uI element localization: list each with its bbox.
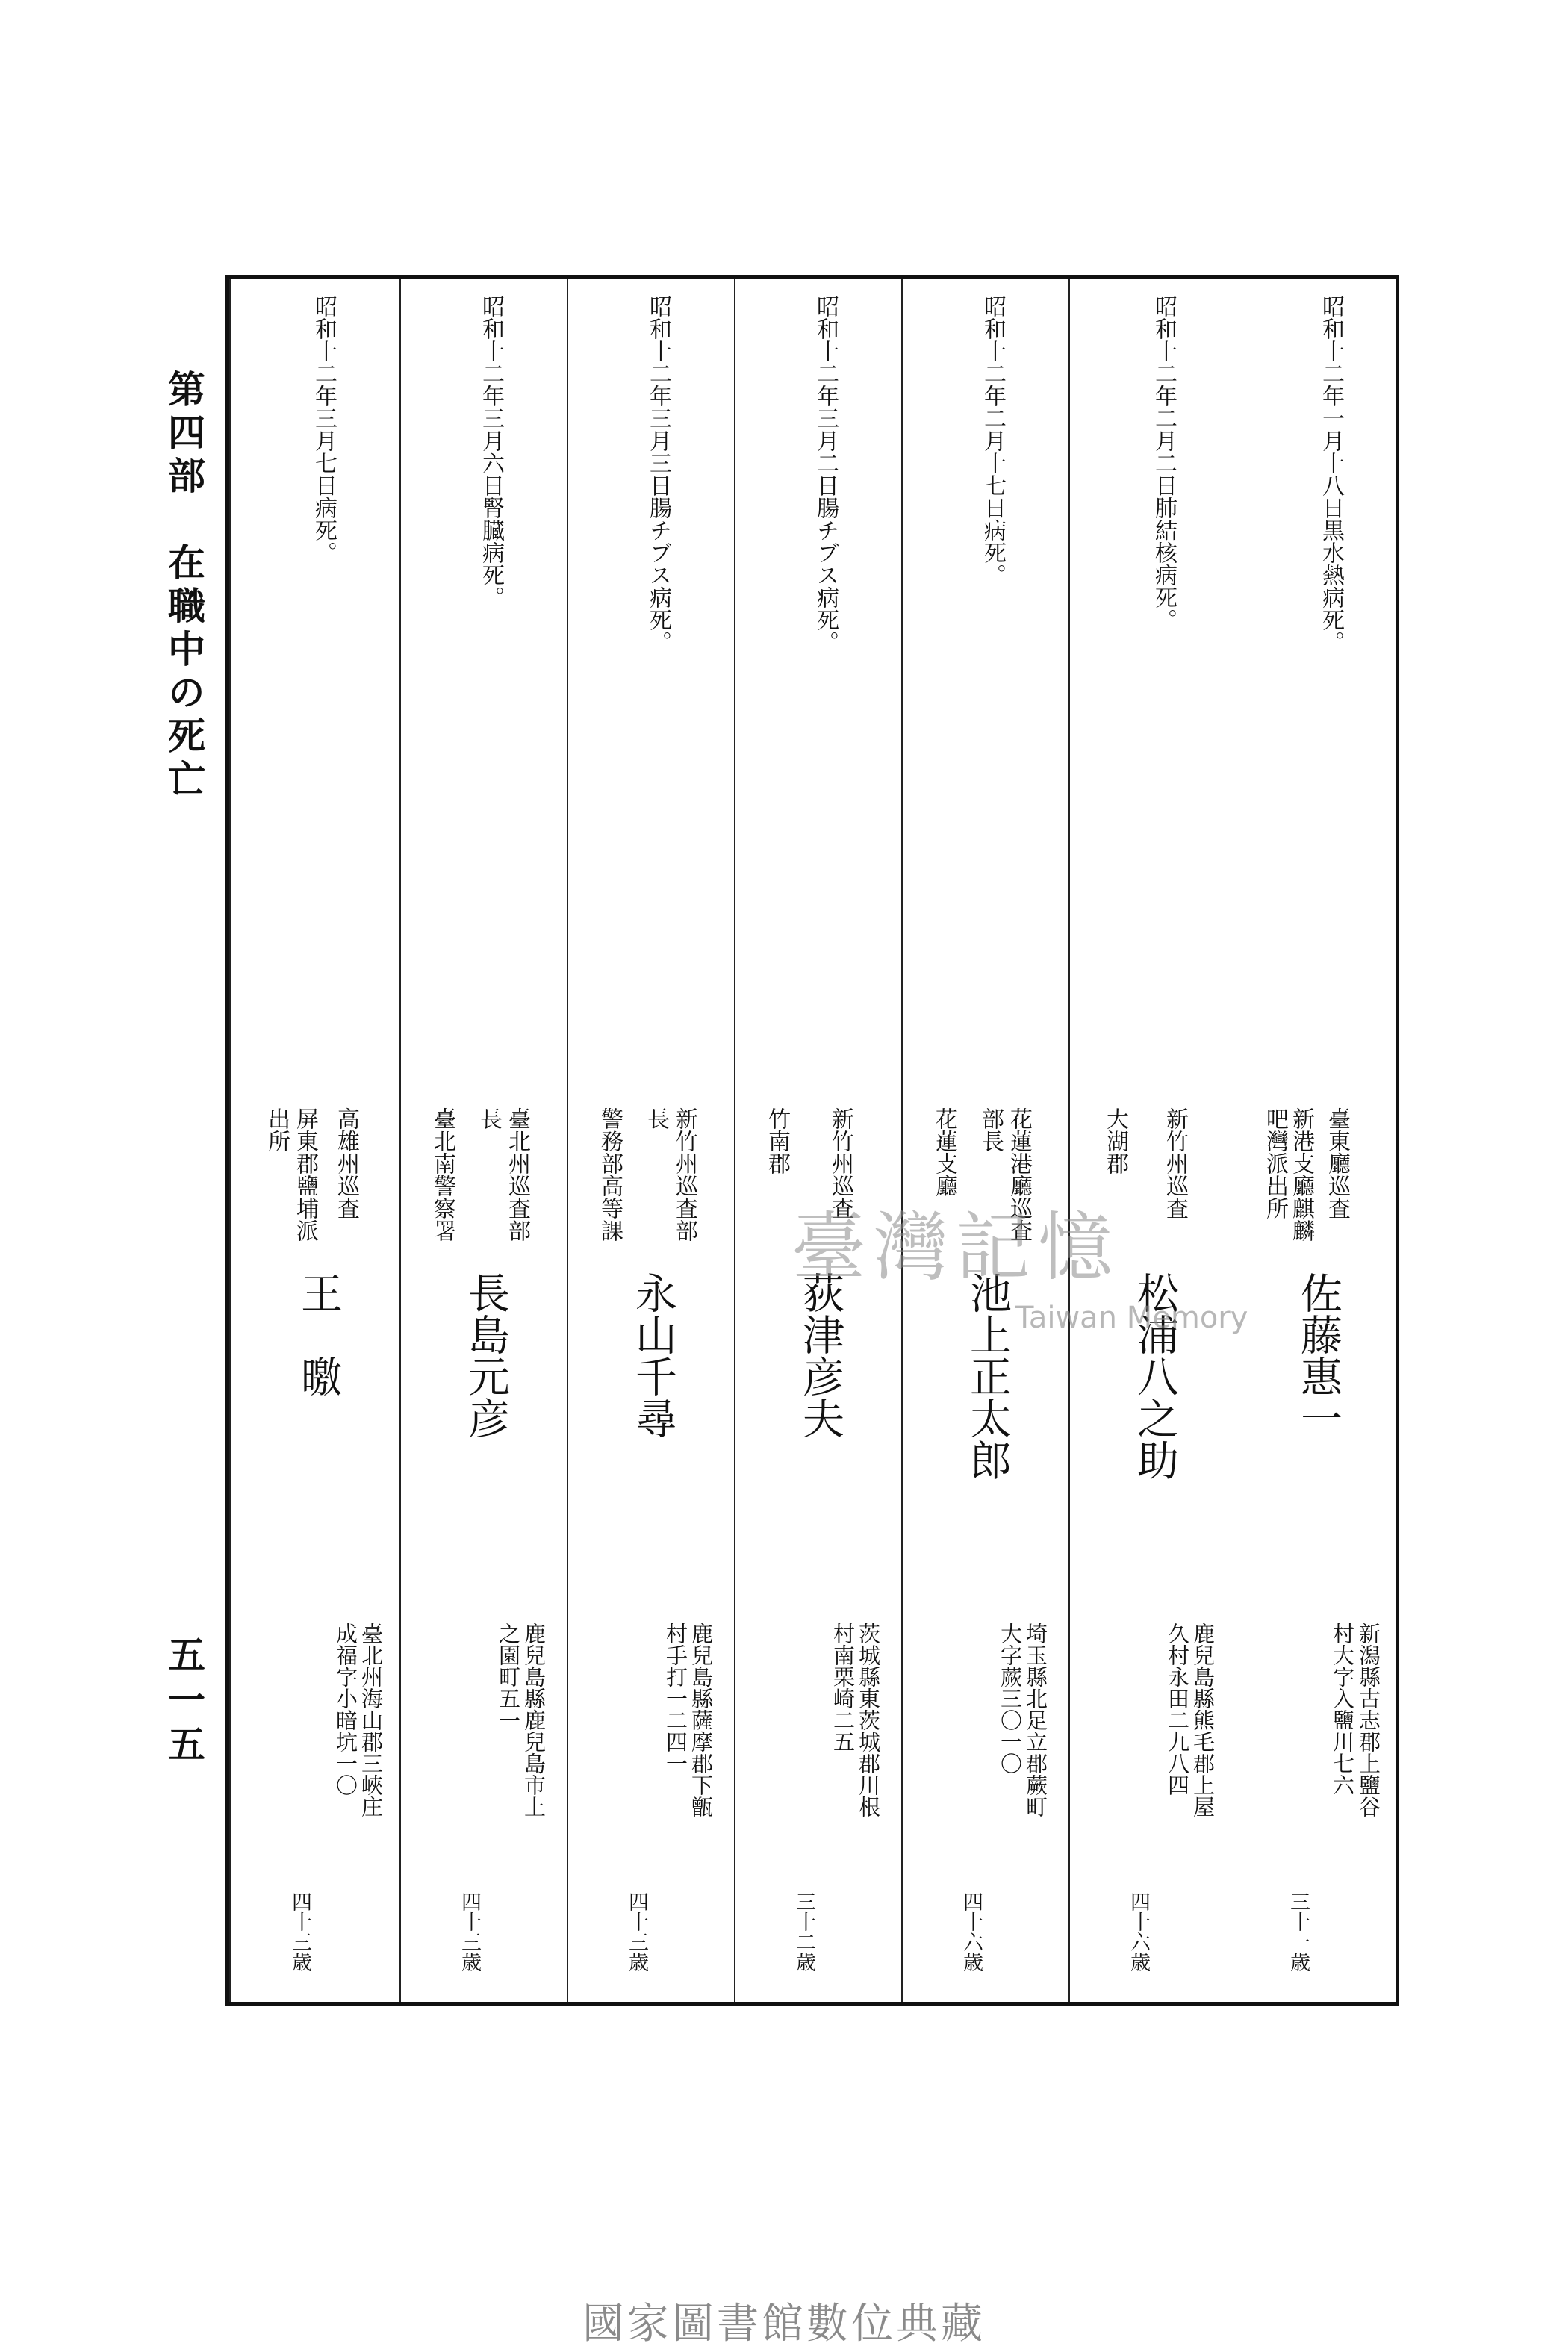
entry-column bbox=[399, 279, 567, 2002]
address-line: 成福字小暗坑一〇 bbox=[333, 1623, 358, 1796]
entry-column bbox=[734, 279, 901, 2002]
unit-line: 高雄州巡査 bbox=[333, 1107, 359, 1219]
person-name: 長島元彦 bbox=[461, 1272, 510, 1439]
section-header: 第四部 在職中の死亡 bbox=[162, 370, 206, 803]
address-line: 鹿兒島縣鹿兒島市上 bbox=[521, 1623, 547, 1817]
unit-line: 部長 bbox=[977, 1107, 1004, 1152]
address-line: 茨城縣東茨城郡川根 bbox=[856, 1623, 881, 1817]
age: 三十一歳 bbox=[1287, 1891, 1310, 1972]
unit-line: 新竹州巡査 bbox=[827, 1107, 853, 1219]
unit-line: 新竹州巡査 bbox=[1162, 1107, 1188, 1219]
address-line: 村大字入鹽川七六 bbox=[1330, 1623, 1355, 1796]
entry-column bbox=[1068, 279, 1236, 2002]
entry-column bbox=[229, 279, 399, 2002]
address-line: 大字蕨三〇一〇 bbox=[998, 1623, 1023, 1774]
age: 四十三歳 bbox=[458, 1891, 481, 1972]
unit-line: 臺北州巡査部 bbox=[504, 1107, 530, 1242]
age: 四十六歳 bbox=[1127, 1891, 1150, 1972]
watermark-subtext: Taiwan Memory bbox=[1015, 1301, 1248, 1335]
person-name: 王 曒 bbox=[294, 1272, 343, 1397]
address-line: 之園町五一 bbox=[496, 1623, 521, 1731]
unit-line: 出所 bbox=[264, 1107, 290, 1152]
unit-line: 大湖郡 bbox=[1102, 1107, 1128, 1175]
address-line: 久村永田二九八四 bbox=[1165, 1623, 1190, 1796]
unit-line: 吧灣派出所 bbox=[1262, 1107, 1288, 1219]
person-name: 荻津彦夫 bbox=[796, 1272, 844, 1439]
unit-line: 花蓮支廳 bbox=[931, 1107, 957, 1197]
person-name: 永山千尋 bbox=[629, 1272, 677, 1439]
unit-line: 竹南郡 bbox=[764, 1107, 790, 1175]
age: 三十二歳 bbox=[792, 1891, 815, 1972]
unit-line: 新港支廳麒麟 bbox=[1288, 1107, 1314, 1242]
unit-line: 臺東廳巡査 bbox=[1324, 1107, 1350, 1219]
unit-line: 長 bbox=[476, 1107, 502, 1130]
death-date: 昭和十二年二月十七日病死。 bbox=[980, 295, 1006, 586]
address-line: 埼玉縣北足立郡蕨町 bbox=[1023, 1623, 1048, 1817]
death-date: 昭和十二年三月六日腎臓病死。 bbox=[478, 295, 504, 609]
address-line: 村手打一二四一 bbox=[663, 1623, 688, 1774]
age: 四十六歳 bbox=[959, 1891, 983, 1972]
person-name: 松浦八之助 bbox=[1130, 1272, 1179, 1481]
entry-column bbox=[901, 279, 1068, 2002]
age: 四十三歳 bbox=[288, 1891, 311, 1972]
death-date: 昭和十二年三月七日病死。 bbox=[311, 295, 337, 564]
entry-column bbox=[567, 279, 734, 2002]
death-date: 昭和十二年二月二日肺結核病死。 bbox=[1151, 295, 1177, 631]
person-name: 佐藤惠一 bbox=[1294, 1272, 1343, 1439]
entry-column bbox=[1236, 279, 1396, 2002]
address-line: 新潟縣古志郡上鹽谷 bbox=[1356, 1623, 1381, 1817]
unit-line: 新竹州巡査部 bbox=[671, 1107, 697, 1242]
death-date: 昭和十二年一月十八日黒水熱病死。 bbox=[1318, 295, 1344, 653]
unit-line: 花蓮港廳巡査 bbox=[1006, 1107, 1032, 1242]
address-line: 鹿兒島縣薩摩郡下甑 bbox=[688, 1623, 714, 1817]
age: 四十三歳 bbox=[625, 1891, 648, 1972]
unit-line: 長 bbox=[643, 1107, 669, 1130]
death-date: 昭和十二年三月三日腸チブス病死。 bbox=[645, 295, 671, 653]
page-number: 五一五 bbox=[162, 1635, 206, 1770]
death-date: 昭和十二年三月二日腸チブス病死。 bbox=[812, 295, 839, 653]
unit-line: 警務部高等課 bbox=[597, 1107, 623, 1242]
unit-line: 屏東郡鹽埔派 bbox=[292, 1107, 318, 1242]
unit-line: 臺北南警察署 bbox=[429, 1107, 455, 1242]
address-line: 村南栗崎二五 bbox=[830, 1623, 856, 1752]
address-line: 鹿兒島縣熊毛郡上屋 bbox=[1190, 1623, 1216, 1817]
entries-table bbox=[225, 275, 1399, 2006]
address-line: 臺北州海山郡三峽庄 bbox=[358, 1623, 384, 1817]
footer-credit: 國家圖書館數位典藏 bbox=[582, 2300, 986, 2348]
person-name: 池上正太郎 bbox=[963, 1272, 1012, 1481]
watermark-logo: 臺灣記憶 bbox=[791, 1204, 1120, 1291]
